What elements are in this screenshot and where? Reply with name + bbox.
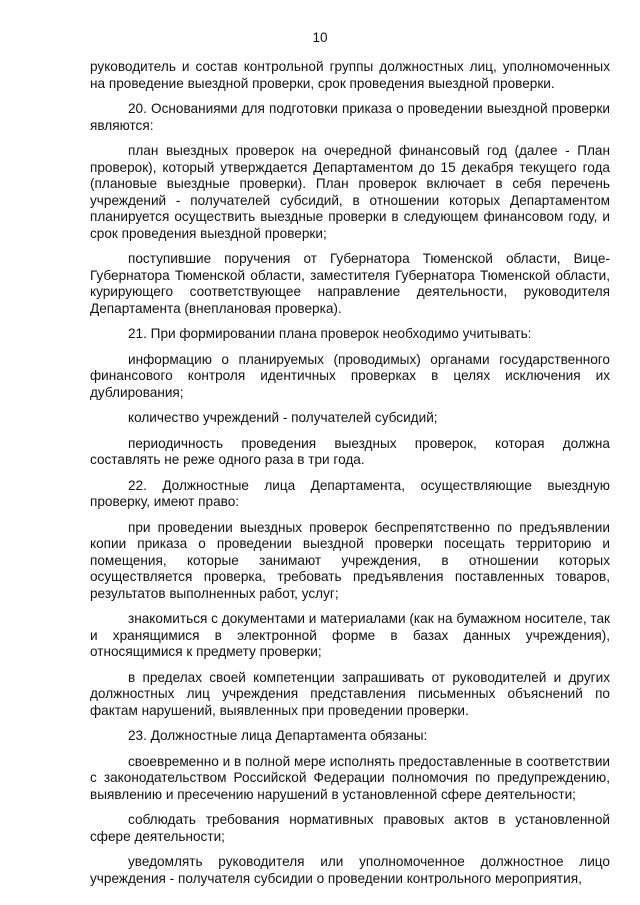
paragraph-continuation: руководитель и состав контрольной группы должностных лиц, уполномоченных на проведение выездной проверки, срок проведения выездной проверки. [90,59,610,91]
paragraph-right-explanations: в пределах своей компетенции запрашивать от руководителей и других должностных лиц учреждения представления письменных объяснений по фактам нарушений, выявленных при проведении проверки. [90,669,610,718]
paragraph-item-23: 23. Должностные лица Департамента обязаны: [128,728,428,743]
paragraph-inspection-plan: план выездных проверок на очередной финансовый год (далее - План проверок), который утверждается Департаментом до 15 декабря текущего года (плановые выездные проверки). План проверок включает в себя перечень учреждений - получателей субсидий, в отношении которых Департаментом планируется осуществить выездные проверки в следующем финансовом году, и срок проведения выездной проверки; [90,143,610,241]
paragraph-institutions-count: количество учреждений - получателей субсидий; [128,410,438,425]
paragraph-duty-exercise-powers: своевременно и в полной мере исполнять предоставленные в соответствии с законодательством Российской Федерации полномочия по предупреждению, выявлению и пресечению нарушений в установленной сфере деятельности; [90,753,610,802]
paragraph-duty-notify: уведомлять руководителя или уполномоченное должностное лицо учреждения - получателя субсидии о проведении контрольного мероприятия, [90,854,610,886]
document-body [90,59,610,896]
paragraph-planned-inspections-info: информацию о планируемых (проводимых) органами государственного финансового контроля идентичных проверках в целях исключения их дублирования; [90,351,610,400]
paragraph-inspection-frequency: периодичность проведения выездных проверок, которая должна составлять не реже одного раза в три года. [90,435,610,467]
paragraph-duty-comply-acts: соблюдать требования нормативных правовых актов в установленной сфере деятельности; [90,812,610,844]
page-number: 10 [312,30,328,45]
paragraph-right-documents: знакомиться с документами и материалами (как на бумажном носителе, так и хранящимися в электронной форме в базах данных учреждения), относящимися к предмету проверки; [90,611,610,659]
paragraph-right-visit: при проведении выездных проверок беспрепятственно по предъявлении копии приказа о проведении выездной проверки посещать территорию и помещения, которые занимают учреждения, в отношении которых осуществляется проверка, требовать предъявления поставленных товаров, результатов выполненных работ, услуг; [90,519,610,601]
paragraph-governor-instructions: поступившие поручения от Губернатора Тюменской области, Вице-Губернатора Тюменской области, заместителя Губернатора Тюменской области, курирующего соответствующее направление деятельности, руководителя Департамента (внеплановая проверка). [90,251,610,316]
paragraph-item-20: 20. Основаниями для подготовки приказа о проведении выездной проверки являются: [90,101,610,133]
paragraph-item-21: 21. При формировании плана проверок необходимо учитывать: [128,326,532,341]
paragraph-item-22: 22. Должностные лица Департамента, осуществляющие выездную проверку, имеют право: [90,477,610,509]
